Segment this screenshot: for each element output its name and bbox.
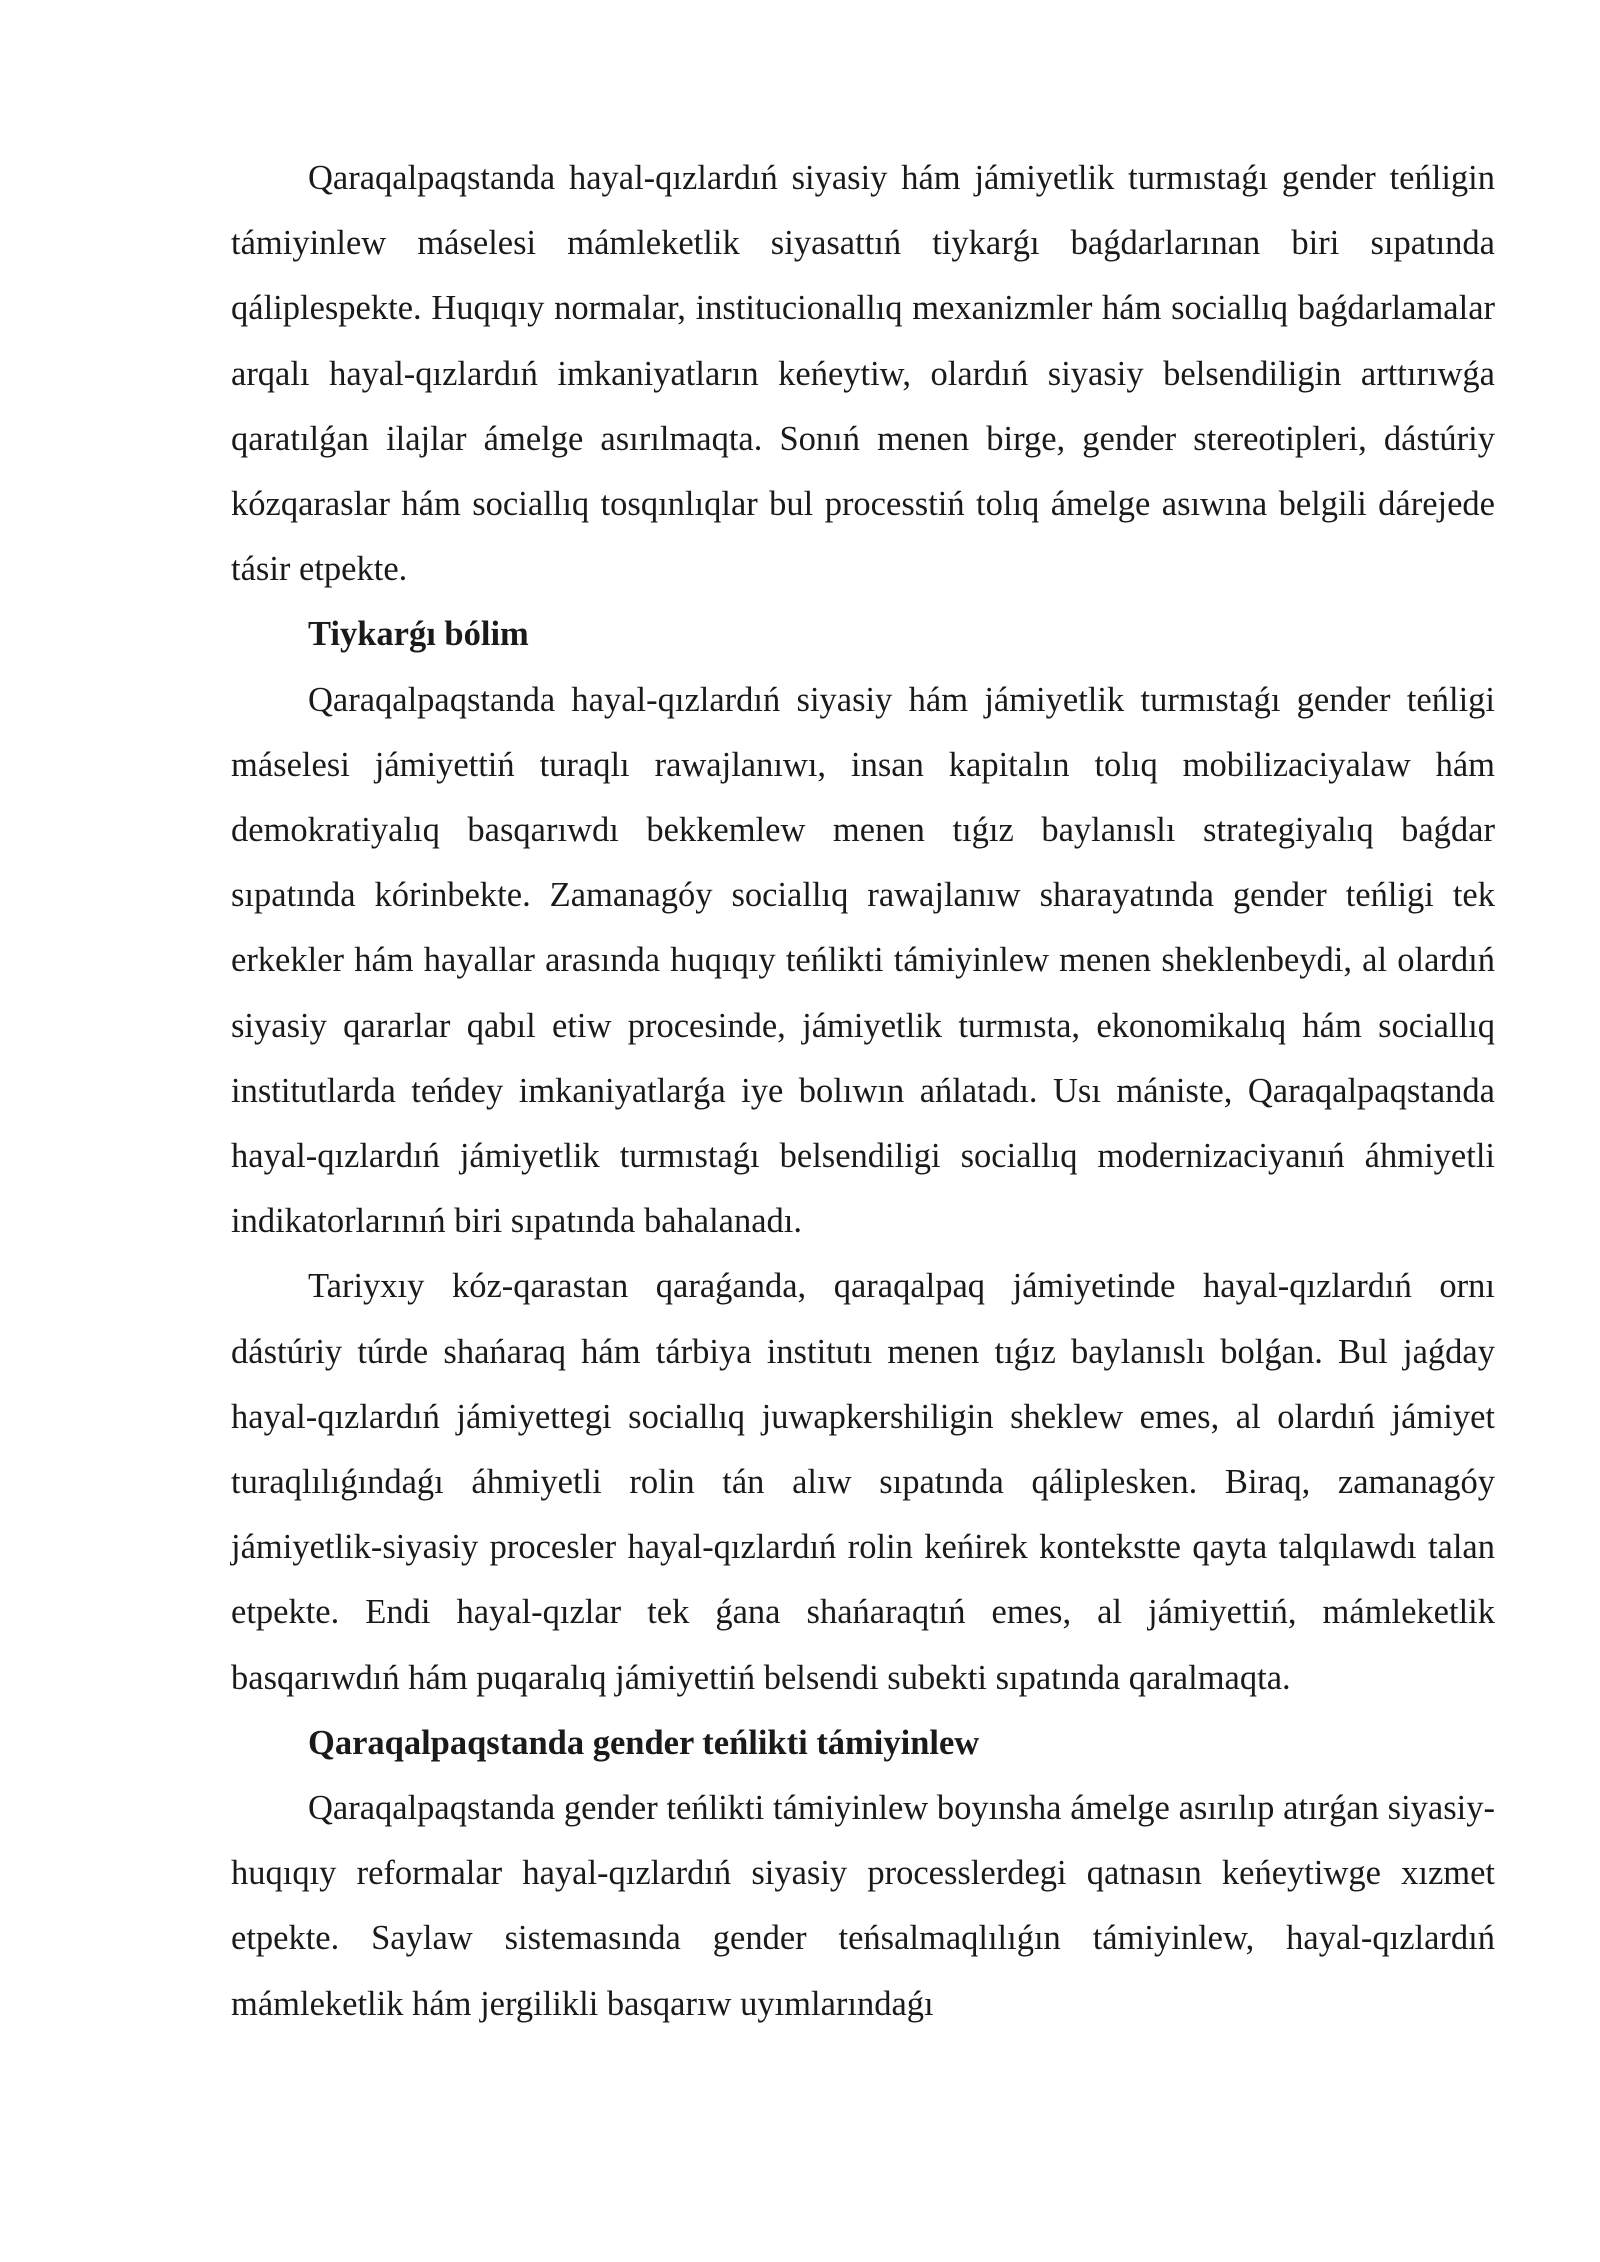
document-body <box>231 146 1495 2037</box>
paragraph-reforms: Qaraqalpaqstanda gender teńlikti támiyinlew boyınsha ámelge asırılıp atırǵan siyasiy-huqıqıy reformalar hayal-qızlardıń siyasiy processlerdegi qatnasın keńeytiwge xızmet etpekte. Saylaw sistemasında gender teńsalmaqlılıǵın támiyinlew, hayal-qızlardıń mámleketlik hám jergilikli basqarıw uyımlarındaǵı <box>231 1789 1495 2023</box>
paragraph-gender-equality-issue: Qaraqalpaqstanda hayal-qızlardıń siyasiy hám jámiyetlik turmıstaǵı gender teńligi máselesi jámiyettiń turaqlı rawajlanıwı, insan kapitalın tolıq mobilizaciyalaw hám demokratiyalıq basqarıwdı bekkemlew menen tıǵız baylanıslı strategiyalıq baǵdar sıpatında kórinbekte. Zamanagóy sociallıq rawajlanıw sharayatında gender teńligi tek erkekler hám hayallar arasında huqıqıy teńlikti támiyinlew menen sheklenbeydi, al olardıń siyasiy qararlar qabıl etiw procesinde, jámiyetlik turmısta, ekonomikalıq hám sociallıq institutlarda teńdey imkaniyatlarǵa iye bolıwın ańlatadı. Usı mániste, Qaraqalpaqstanda hayal-qızlardıń jámiyetlik turmıstaǵı belsendiligi sociallıq modernizaciyanıń áhmiyetli indikatorlarınıń biri sıpatında bahalanadı. <box>231 680 1495 1241</box>
paragraph-historical-view: Tariyxıy kóz-qarastan qaraǵanda, qaraqalpaq jámiyetinde hayal-qızlardıń ornı dástúriy túrde shańaraq hám tárbiya institutı menen tıǵız baylanıslı bolǵan. Bul jaǵday hayal-qızlardıń jámiyettegi sociallıq juwapkershiligin sheklew emes, al olardıń jámiyet turaqlılıǵındaǵı áhmiyetli rolin tán alıw sıpatında qáliplesken. Biraq, zamanagóy jámiyetlik-siyasiy procesler hayal-qızlardıń rolin keńirek kontekstte qayta talqılawdı talan etpekte. Endi hayal-qızlar tek ǵana shańaraqtıń emes, al jámiyettiń, mámleketlik basqarıwdıń hám puqaralıq jámiyettiń belsendi subekti sıpatında qaralmaqta. <box>231 1267 1495 1697</box>
section-heading-gender-equality: Qaraqalpaqstanda gender teńlikti támiyinlew <box>308 1723 980 1762</box>
section-heading-main-part: Tiykarǵı bólim <box>308 615 529 654</box>
paragraph-intro: Qaraqalpaqstanda hayal-qızlardıń siyasiy hám jámiyetlik turmıstaǵı gender teńligin támiyinlew máselesi mámleketlik siyasattıń tiykarǵı baǵdarlarınan biri sıpatında qáliplespekte. Huqıqıy normalar, institucionallıq mexanizmler hám sociallıq baǵdarlamalar arqalı hayal-qızlardıń imkaniyatların keńeytiw, olardıń siyasiy belsendiligin arttırıwǵa qaratılǵan ilajlar ámelge asırılmaqta. Sonıń menen birge, gender stereotipleri, dástúriy kózqaraslar hám sociallıq tosqınlıqlar bul processtiń tolıq ámelge asıwına belgili dárejede tásir etpekte. <box>231 159 1495 589</box>
